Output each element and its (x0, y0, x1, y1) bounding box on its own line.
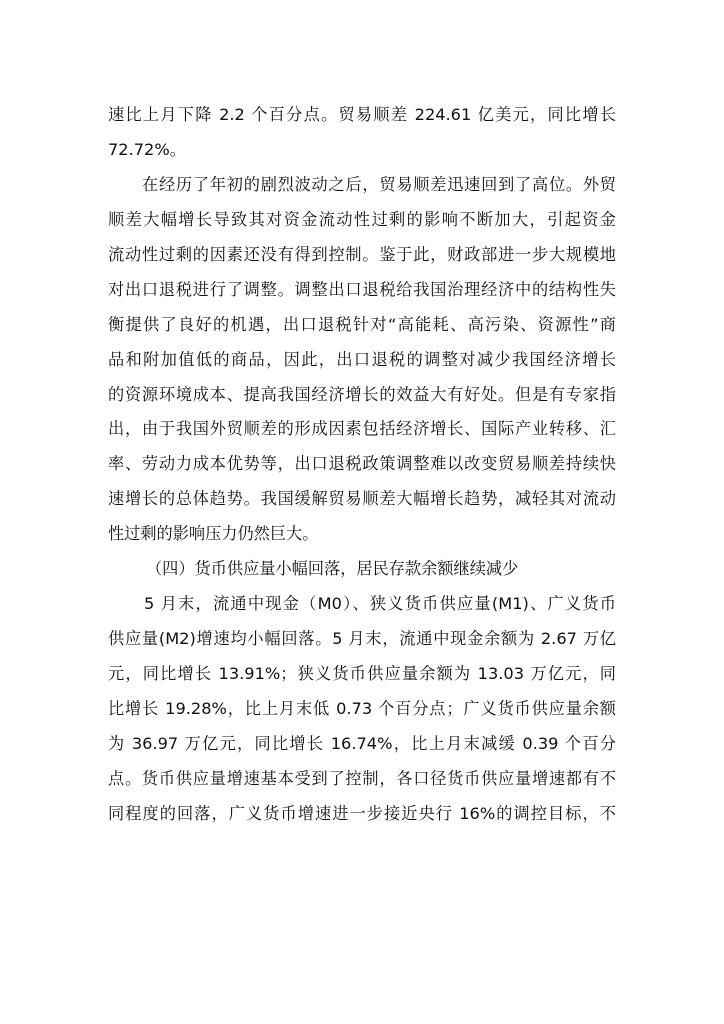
text-line: 72.72%。 (108, 139, 186, 159)
text-line: 速比上月下降 2.2 个百分点。贸易顺差 224.61 亿美元，同比增长 (108, 105, 616, 124)
text-line: 对出口退税进行了调整。调整出口退税给我国治理经济中的结构性失 (108, 279, 616, 299)
text-line: 元，同比增长 13.91%；狭义货币供应量余额为 13.03 万亿元，同 (108, 664, 616, 683)
text-line: 为 36.97 万亿元，同比增长 16.74%，比上月末减缓 0.39 个百分 (108, 733, 616, 753)
paragraph-trade-surplus (108, 168, 616, 552)
text-line: 速增长的总体趋势。我国缓解贸易顺差大幅增长趋势，减轻其对流动 (108, 489, 616, 509)
paragraph-continuation (108, 98, 616, 168)
text-line: 顺差大幅增长导致其对资金流动性过剩的影响不断加大，引起资金 (108, 209, 616, 229)
text-line: 出，由于我国外贸顺差的形成因素包括经济增长、国际产业转移、汇 (108, 419, 616, 439)
text-line: 同程度的回落，广义货币增速进一步接近央行 16%的调控目标，不 (108, 803, 616, 823)
text-line: 供应量(M2)增速均小幅回落。5 月末，流通中现金余额为 2.67 万亿 (108, 629, 616, 649)
text-line: 流动性过剩的因素还没有得到控制。鉴于此，财政部进一步大规模地 (108, 244, 616, 264)
text-line: 率、劳动力成本优势等，出口退税政策调整难以改变贸易顺差持续快 (108, 454, 616, 474)
text-line: 性过剩的影响压力仍然巨大。 (108, 524, 319, 544)
text-line: 品和附加值低的商品，因此，出口退税的调整对减少我国经济增长 (108, 349, 616, 369)
paragraph-money-supply (108, 587, 616, 832)
text-line: 点。货币供应量增速基本受到了控制，各口径货币供应量增速都有不 (108, 768, 616, 788)
text-line: 5 月末，流通中现金（M0）、狭义货币供应量(M1)、广义货币 (144, 594, 616, 614)
document-page (108, 98, 616, 832)
text-line: 比增长 19.28%，比上月末低 0.73 个百分点；广义货币供应量余额 (108, 698, 616, 718)
text-line: 在经历了年初的剧烈波动之后，贸易顺差迅速回到了高位。外贸 (142, 174, 616, 194)
text-line: 衡提供了良好的机遇，出口退税针对“高能耗、高污染、资源性”商 (108, 314, 616, 334)
text-line: 的资源环境成本、提高我国经济增长的效益大有好处。但是有专家指 (108, 384, 616, 404)
section-heading-text: （四）货币供应量小幅回落，居民存款余额继续减少 (146, 559, 519, 579)
section-heading (108, 552, 616, 587)
